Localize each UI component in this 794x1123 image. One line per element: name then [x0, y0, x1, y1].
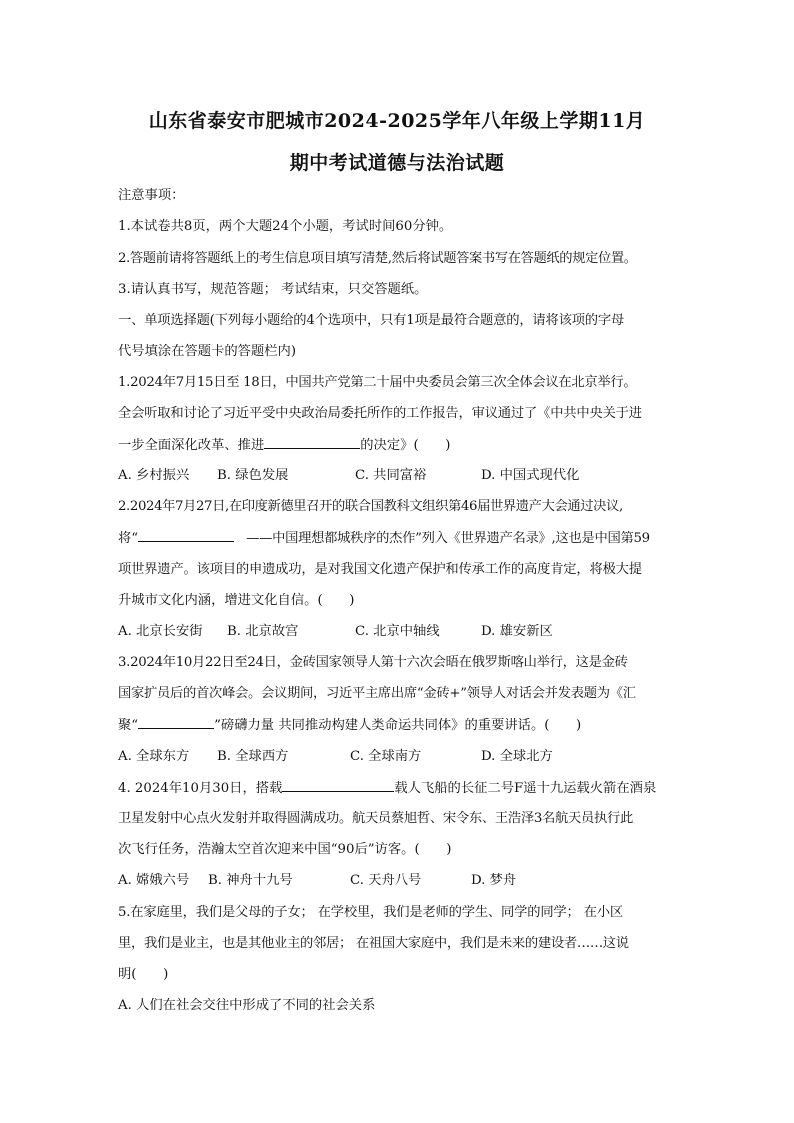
q5-option-a: A. 人们在社会交往中形成了不同的社会关系: [118, 998, 376, 1013]
q4-answer-blank: [282, 779, 394, 792]
q2-line2: [118, 529, 650, 548]
q3-option-a: A. 全球东方: [118, 749, 190, 764]
q3-option-c: C. 全球南方: [350, 749, 422, 764]
q1-line1: 1.2024年7月15日至 18日，中国共产党第二十届中央委员会第三次全体会议在北京举行。: [118, 375, 637, 390]
q1-option-a: A. 乡村振兴: [118, 468, 190, 483]
q5-line3: 明( ): [118, 967, 169, 982]
section1-instruction-line1: 一、单项选择题(下列每小题给的4个选项中，只有1项是最符合题意的，请将该项的字母: [118, 313, 625, 328]
q4-option-b: B. 神舟十九号: [208, 873, 293, 888]
q4-line2: 卫星发射中心点火发射并取得圆满成功。航天员蔡旭哲、宋令东、王浩泽3名航天员执行此: [118, 811, 634, 826]
q3-line1: 3.2024年10月22日至24日，金砖国家领导人第十六次会晤在俄罗斯喀山举行，这是金砖: [118, 655, 628, 670]
q4-option-a: A. 嫦娥六号: [118, 873, 190, 888]
note-item-3: 3.请认真书写，规范答题； 考试结束，只交答题纸。: [118, 282, 428, 297]
q2-line2-start: 将“: [118, 531, 139, 546]
q2-option-d: D. 雄安新区: [481, 624, 553, 639]
exam-title-line1: 山东省泰安市肥城市2024-2025学年八年级上学期11月: [148, 110, 646, 132]
q3-answer-blank: [138, 716, 214, 729]
q3-line3-end: ”磅礴力量 共同推动构建人类命运共同体》的重要讲话。( ): [214, 718, 582, 733]
q2-line2-end: ——中国理想都城秩序的杰作”列入《世界遗产名录》,这也是中国第59: [246, 531, 650, 546]
q3-option-d: D. 全球北方: [481, 749, 553, 764]
q2-option-c: C. 北京中轴线: [355, 624, 440, 639]
section1-instruction-line2: 代号填涂在答题卡的答题栏内): [118, 344, 297, 359]
q2-line3: 项世界遗产。该项目的申遗成功，是对我国文化遗产保护和传承工作的高度肯定，将极大提: [118, 562, 642, 577]
q3-line3-start: 聚“: [118, 718, 139, 733]
q1-line3: [118, 436, 450, 455]
q5-line2: 里，我们是业主，也是其他业主的邻居； 在祖国大家庭中，我们是未来的建设者……这说: [118, 936, 629, 951]
q2-option-b: B. 北京故宫: [227, 624, 299, 639]
q4-line1-end: 载人飞船的长征二号F遥十九运载火箭在酒泉: [394, 781, 657, 796]
q1-line2: 全会听取和讨论了习近平受中央政治局委托所作的工作报告，审议通过了《中共中央关于进: [118, 406, 642, 421]
q2-answer-blank: [138, 529, 234, 542]
q4-line1: [118, 779, 656, 798]
q2-line1: 2.2024年7月27日,在印度新德里召开的联合国教科文组织第46届世界遗产大会通过决议,: [118, 499, 623, 514]
note-item-2: 2.答题前请将答题纸上的考生信息项目填写清楚,然后将试题答案书写在答题纸的规定位置。: [118, 251, 637, 266]
q3-line3: [118, 716, 581, 735]
q4-option-d: D. 梦舟: [471, 873, 517, 888]
q2-option-a: A. 北京长安街: [118, 624, 203, 639]
q2-line4: 升城市文化内涵，增进文化自信。( ): [118, 593, 355, 608]
q1-line3-end: 的决定》( ): [360, 438, 451, 453]
q4-line1-start: 4. 2024年10月30日，搭载: [118, 781, 283, 796]
q3-line2: 国家扩员后的首次峰会。会议期间，习近平主席出席“金砖+”领导人对话会并发表题为《汇: [118, 686, 636, 701]
q1-answer-blank: [264, 436, 360, 449]
q1-option-d: D. 中国式现代化: [481, 468, 580, 483]
note-item-1: 1.本试卷共8页，两个大题24个小题，考试时间60分钟。: [118, 219, 453, 234]
q1-option-b: B. 绿色发展: [217, 468, 289, 483]
exam-title-line2: 期中考试道德与法治试题: [289, 152, 505, 174]
q4-line3: 次飞行任务，浩瀚太空首次迎来中国“90后”访客。( ): [118, 842, 452, 857]
q1-option-c: C. 共同富裕: [355, 468, 427, 483]
q4-option-c: C. 天舟八号: [350, 873, 422, 888]
q1-line3-start: 一步全面深化改革、推进: [118, 438, 265, 453]
notes-heading: 注意事项：: [118, 188, 185, 203]
q5-line1: 5.在家庭里，我们是父母的子女； 在学校里，我们是老师的学生、同学的同学； 在小区: [118, 905, 623, 920]
q3-option-b: B. 全球西方: [217, 749, 289, 764]
